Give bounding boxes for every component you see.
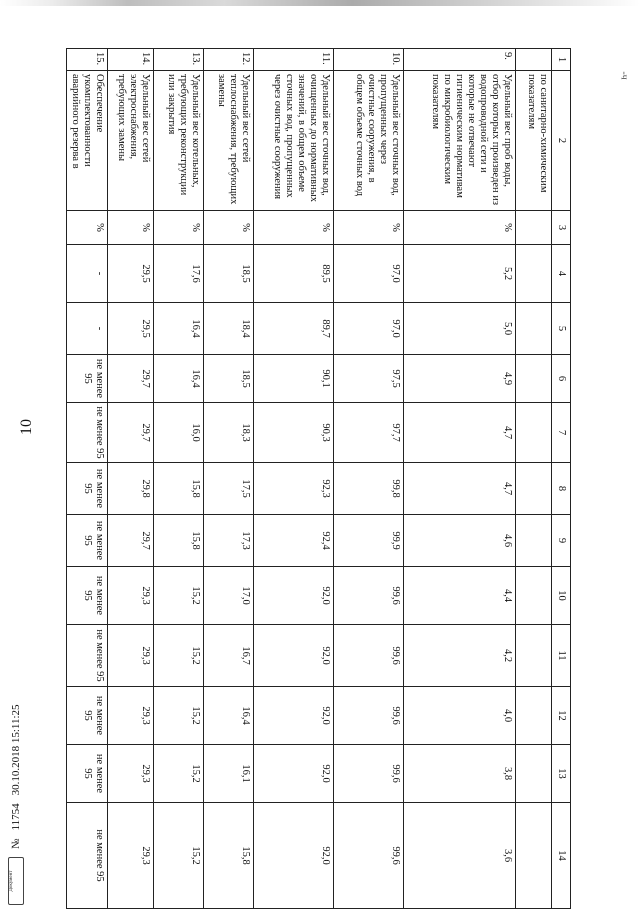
- table-row: [404, 49, 516, 909]
- value-cell: 29,7: [108, 403, 154, 463]
- unit-cell: %: [66, 211, 107, 245]
- unit-cell: %: [154, 211, 204, 245]
- row-number-cell: 12.: [204, 49, 254, 71]
- value-cell: [516, 515, 552, 567]
- value-cell: 29,3: [108, 567, 154, 625]
- value-cell: 92,0: [254, 625, 334, 687]
- value-cell: 99,6: [334, 803, 404, 909]
- value-cell: 3,8: [404, 745, 516, 803]
- table-row: [334, 49, 404, 909]
- header-cell: 7: [552, 403, 571, 463]
- value-cell: 99,6: [334, 625, 404, 687]
- header-cell: 4: [552, 245, 571, 303]
- value-cell: 4,0: [404, 687, 516, 745]
- table-row: [154, 49, 204, 909]
- indicator-name-cell: Обеспечение укомплектованности аварийного резерва в: [66, 71, 107, 211]
- indicators-table: [66, 48, 571, 909]
- value-cell: 15,2: [154, 687, 204, 745]
- registry-stamp: Документ: [8, 857, 24, 905]
- indicator-name-cell: Удельный вес сетей электроснабжения, требующих замены: [108, 71, 154, 211]
- value-cell: не менее 95: [66, 803, 107, 909]
- row-number-cell: 13.: [154, 49, 204, 71]
- value-cell: 4,6: [404, 515, 516, 567]
- value-cell: 15,8: [154, 463, 204, 515]
- value-cell: 5,2: [404, 245, 516, 303]
- header-cell: 9: [552, 515, 571, 567]
- value-cell: [516, 687, 552, 745]
- indicator-name-cell: Удельный вес котельных, требующих реконструкции или закрытия: [154, 71, 204, 211]
- value-cell: [516, 625, 552, 687]
- margin-mark: -ч: [618, 71, 630, 80]
- value-cell: [516, 403, 552, 463]
- table-row: [66, 49, 107, 909]
- value-cell: 4,7: [404, 463, 516, 515]
- table-row: [108, 49, 154, 909]
- value-cell: 99,9: [334, 515, 404, 567]
- value-cell: [516, 803, 552, 909]
- row-number-cell: 10.: [334, 49, 404, 71]
- value-cell: 97,0: [334, 245, 404, 303]
- value-cell: 29,3: [108, 803, 154, 909]
- value-cell: 16,4: [154, 355, 204, 403]
- unit-cell: %: [204, 211, 254, 245]
- value-cell: 3,6: [404, 803, 516, 909]
- value-cell: 16,4: [204, 687, 254, 745]
- value-cell: [516, 567, 552, 625]
- value-cell: не менее 95: [66, 403, 107, 463]
- value-cell: [516, 245, 552, 303]
- value-cell: 97,0: [334, 303, 404, 355]
- value-cell: 5,0: [404, 303, 516, 355]
- rotated-table-container: [69, 48, 571, 908]
- value-cell: 15,8: [154, 515, 204, 567]
- value-cell: 29,3: [108, 687, 154, 745]
- value-cell: не менее 95: [66, 567, 107, 625]
- value-cell: 29,5: [108, 245, 154, 303]
- value-cell: -: [66, 245, 107, 303]
- indicator-name-cell: Удельный вес сточных вод, пропущенных через очистные сооружения, в общем объеме сточных вод: [334, 71, 404, 211]
- value-cell: 4,2: [404, 625, 516, 687]
- header-cell: 6: [552, 355, 571, 403]
- value-cell: не менее 95: [66, 625, 107, 687]
- value-cell: не менее 95: [66, 463, 107, 515]
- value-cell: 18,4: [204, 303, 254, 355]
- value-cell: 97,7: [334, 403, 404, 463]
- header-cell: 10: [552, 567, 571, 625]
- unit-cell: [516, 211, 552, 245]
- indicator-name-cell: по санитарно-химическим показателям: [516, 71, 552, 211]
- header-cell: 12: [552, 687, 571, 745]
- value-cell: 90,3: [254, 403, 334, 463]
- registration-datetime: 30.10.2018 15:11:25: [10, 704, 22, 796]
- value-cell: 15,2: [154, 745, 204, 803]
- header-cell: 13: [552, 745, 571, 803]
- row-number-cell: 9.: [404, 49, 516, 71]
- table-header-row: [552, 49, 571, 909]
- table-row: [516, 49, 552, 909]
- value-cell: 16,4: [154, 303, 204, 355]
- registration-number: 11754: [10, 803, 22, 831]
- unit-cell: %: [334, 211, 404, 245]
- value-cell: 4,7: [404, 403, 516, 463]
- value-cell: 29,8: [108, 463, 154, 515]
- value-cell: 17,3: [204, 515, 254, 567]
- value-cell: 15,2: [154, 567, 204, 625]
- table-row: [254, 49, 334, 909]
- value-cell: не менее 95: [66, 355, 107, 403]
- value-cell: 92,0: [254, 567, 334, 625]
- value-cell: 92,0: [254, 803, 334, 909]
- value-cell: 15,2: [154, 803, 204, 909]
- indicator-name-cell: Удельный вес проб воды, отбор которых произведен из водопроводной сети и которые не отвечают гигиеническим нормативам по микробиологическим показателям: [404, 71, 516, 211]
- row-number-cell: 11.: [254, 49, 334, 71]
- value-cell: 4,9: [404, 355, 516, 403]
- row-number-cell: [516, 49, 552, 71]
- value-cell: [516, 355, 552, 403]
- value-cell: [516, 303, 552, 355]
- header-cell: 14: [552, 803, 571, 909]
- value-cell: 17,6: [154, 245, 204, 303]
- header-cell: 5: [552, 303, 571, 355]
- value-cell: 99,6: [334, 745, 404, 803]
- unit-cell: %: [108, 211, 154, 245]
- indicator-name-cell: Удельный вес сетей теплоснабжения, требующих замены: [204, 71, 254, 211]
- value-cell: 29,5: [108, 303, 154, 355]
- value-cell: 99,6: [334, 687, 404, 745]
- value-cell: 92,3: [254, 463, 334, 515]
- value-cell: 99,6: [334, 567, 404, 625]
- value-cell: 17,0: [204, 567, 254, 625]
- table-body: [66, 49, 570, 909]
- indicator-name-cell: Удельный вес сточных вод, очищенных до нормативных значений, в общем объеме сточных вод, пропущенных через очистные сооружения: [254, 71, 334, 211]
- page-number: 10: [18, 419, 35, 435]
- value-cell: 18,5: [204, 245, 254, 303]
- value-cell: 29,3: [108, 745, 154, 803]
- value-cell: 15,2: [154, 625, 204, 687]
- value-cell: 29,3: [108, 625, 154, 687]
- value-cell: 89,7: [254, 303, 334, 355]
- row-number-cell: 14.: [108, 49, 154, 71]
- row-number-cell: 15.: [66, 49, 107, 71]
- header-cell: 2: [552, 71, 571, 211]
- value-cell: 97,5: [334, 355, 404, 403]
- value-cell: 92,0: [254, 687, 334, 745]
- value-cell: [516, 463, 552, 515]
- document-footer: [5, 145, 27, 905]
- value-cell: 99,8: [334, 463, 404, 515]
- unit-cell: %: [254, 211, 334, 245]
- value-cell: 89,5: [254, 245, 334, 303]
- value-cell: не менее 95: [66, 515, 107, 567]
- registration-symbol: №: [10, 838, 22, 849]
- header-cell: 1: [552, 49, 571, 71]
- value-cell: 90,1: [254, 355, 334, 403]
- value-cell: 92,0: [254, 745, 334, 803]
- value-cell: 17,5: [204, 463, 254, 515]
- value-cell: 18,3: [204, 403, 254, 463]
- unit-cell: %: [404, 211, 516, 245]
- value-cell: 92,4: [254, 515, 334, 567]
- value-cell: 29,7: [108, 355, 154, 403]
- header-cell: 3: [552, 211, 571, 245]
- header-cell: 11: [552, 625, 571, 687]
- value-cell: 16,0: [154, 403, 204, 463]
- table-row: [204, 49, 254, 909]
- value-cell: 4,4: [404, 567, 516, 625]
- value-cell: 16,1: [204, 745, 254, 803]
- value-cell: 29,7: [108, 515, 154, 567]
- value-cell: -: [66, 303, 107, 355]
- value-cell: 15,8: [204, 803, 254, 909]
- value-cell: [516, 745, 552, 803]
- scan-edge-artifact: [0, 0, 640, 6]
- value-cell: не менее 95: [66, 745, 107, 803]
- header-cell: 8: [552, 463, 571, 515]
- value-cell: 16,7: [204, 625, 254, 687]
- value-cell: не менее 95: [66, 687, 107, 745]
- value-cell: 18,5: [204, 355, 254, 403]
